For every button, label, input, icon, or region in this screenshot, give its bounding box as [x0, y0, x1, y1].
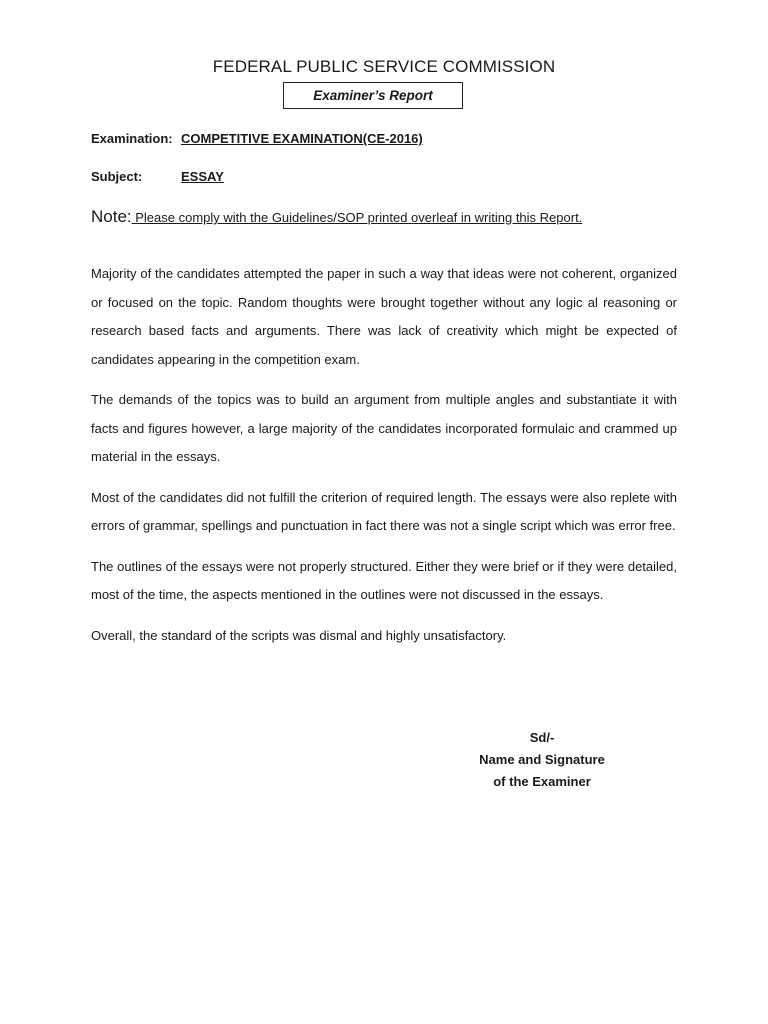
examination-field [91, 131, 423, 146]
signature-examiner-line: of the Examiner [493, 774, 591, 789]
organization-title: FEDERAL PUBLIC SERVICE COMMISSION [212, 57, 556, 76]
subject-value: ESSAY [181, 169, 224, 184]
note-label: Note: [91, 207, 132, 226]
paragraph-coherence: Majority of the candidates attempted the paper in such a way that ideas were not coherent, organized or focused on the topic. Random thoughts were brought together without any logic al reasoning or research based facts and arguments. There was lack of creativity which might be expected of candidates appearing in the competition exam. [91, 266, 677, 367]
examination-value: COMPETITIVE EXAMINATION(CE-2016) [181, 131, 423, 146]
subject-field [91, 169, 224, 184]
report-body [91, 260, 677, 662]
note-line [91, 207, 691, 227]
paragraph-length-errors: Most of the candidates did not fulfill the criterion of required length. The essays were also replete with errors of grammar, spellings and punctuation in fact there was not a single script which was error free. [91, 489, 677, 533]
paragraph-demands: The demands of the topics was to build an argument from multiple angles and substantiate it with facts and figures however, a large majority of the candidates incorporated formulaic and crammed up material in the essays. [91, 392, 677, 464]
subject-label: Subject: [91, 169, 143, 184]
note-text: Please comply with the Guidelines/SOP printed overleaf in writing this Report. [131, 210, 583, 225]
signature-block [442, 727, 642, 793]
signature-name-line: Name and Signature [479, 752, 605, 767]
signature-sd: Sd/- [529, 730, 555, 745]
examination-label: Examination: [91, 131, 173, 146]
paragraph-overall: Overall, the standard of the scripts was dismal and highly unsatisfactory. [91, 627, 507, 643]
report-title-box: Examiner’s Report [283, 82, 463, 109]
paragraph-outlines: The outlines of the essays were not properly structured. Either they were brief or if they were detailed, most of the time, the aspects mentioned in the outlines were not discussed in the essays. [91, 558, 677, 602]
